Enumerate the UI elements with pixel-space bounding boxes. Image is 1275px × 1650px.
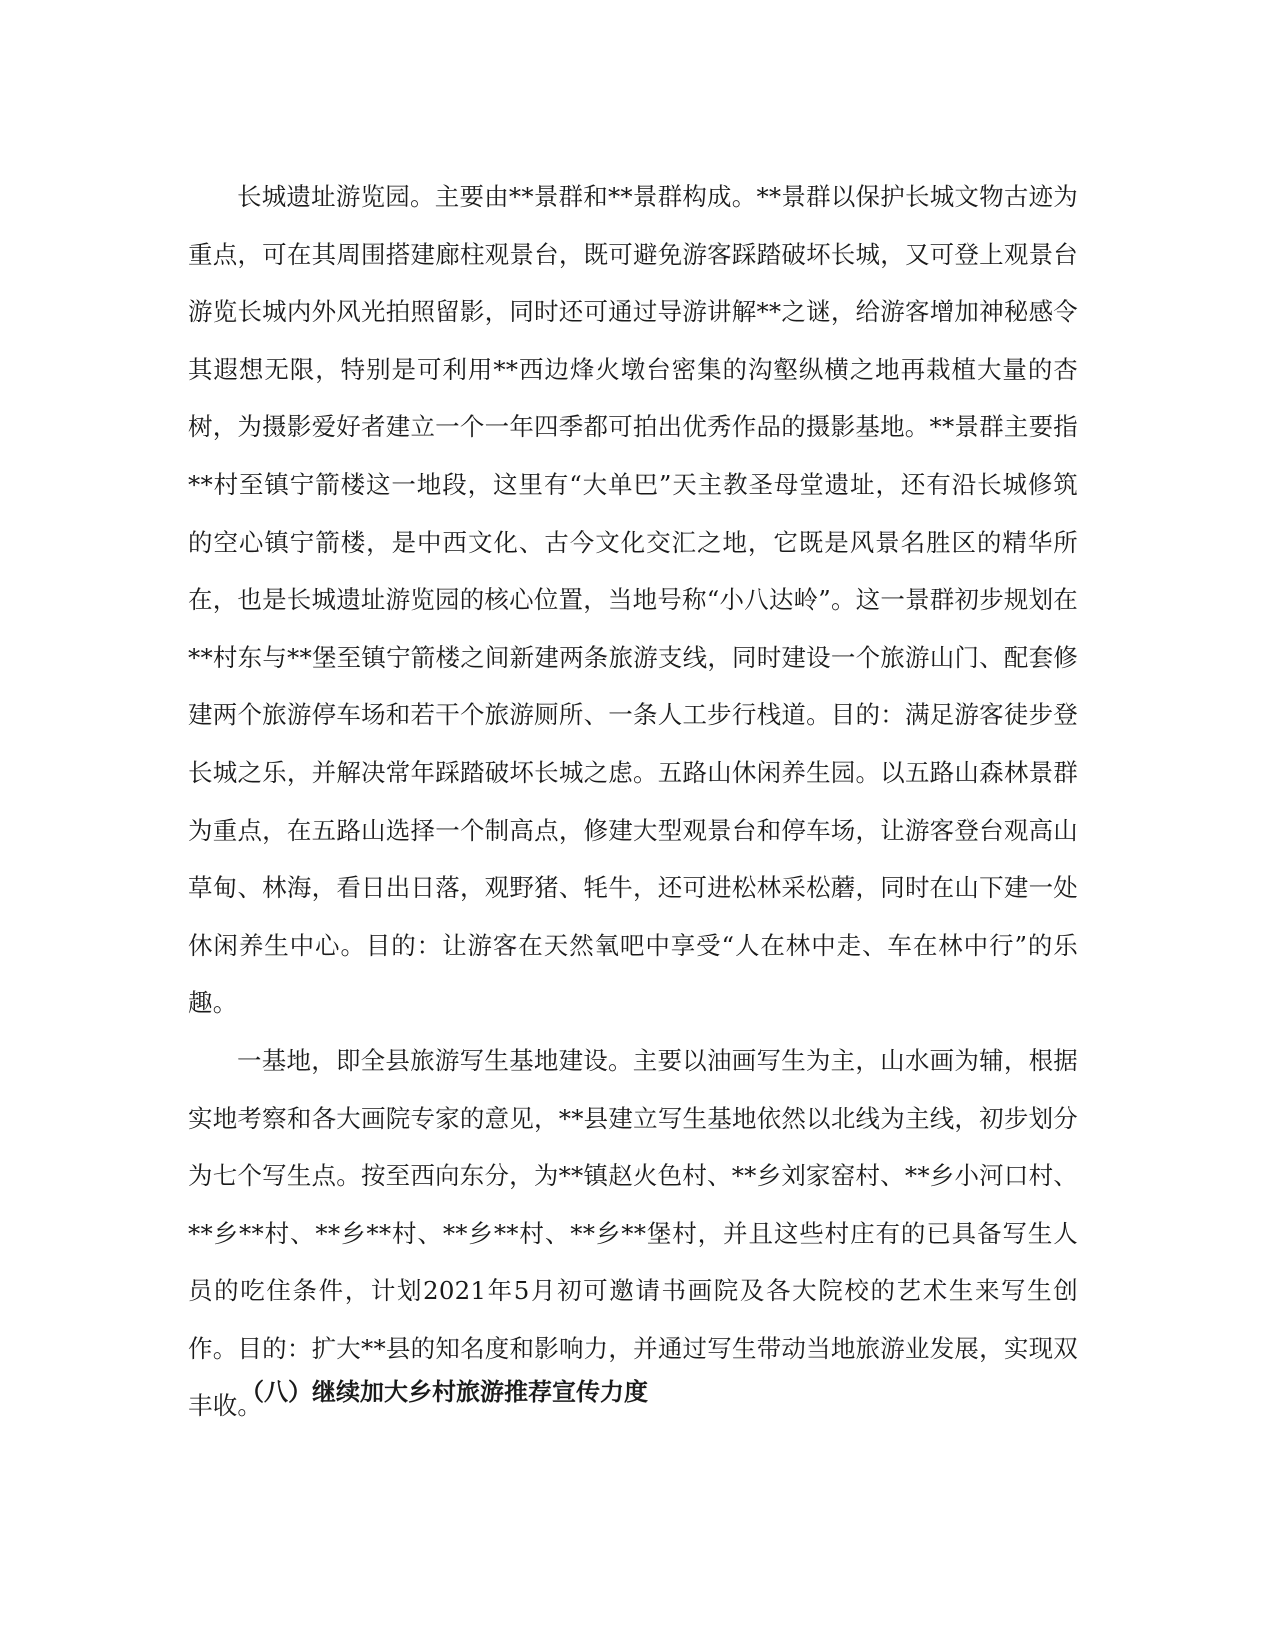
document-body <box>188 168 1078 1435</box>
paragraph-sketch-base: 一基地，即全县旅游写生基地建设。主要以油画写生为主，山水画为辅，根据实地考察和各大画院专家的意见，**县建立写生基地依然以北线为主线，初步划分为七个写生点。按至西向东分，为**镇赵火色村、**乡刘家窑村、**乡小河口村、**乡**村、**乡**村、**乡**村、**乡**堡村，并且这些村庄有的已具备写生人员的吃住条件，计划2021年5月初可邀请书画院及各大院校的艺术生来写生创作。目的：扩大**县的知名度和影响力，并通过写生带动当地旅游业发展，实现双丰收。 <box>188 1045 1078 1421</box>
paragraph-great-wall-park: 长城遗址游览园。主要由**景群和**景群构成。**景群以保护长城文物古迹为重点，可在其周围搭建廊柱观景台，既可避免游客踩踏破坏长城，又可登上观景台游览长城内外风光拍照留影，同时还可通过导游讲解**之谜，给游客增加神秘感令其遐想无限，特别是可利用**西边烽火墩台密集的沟壑纵横之地再栽植大量的杏树，为摄影爱好者建立一个一年四季都可拍出优秀作品的摄影基地。**景群主要指**村至镇宁箭楼这一地段，这里有“大单巴”天主教圣母堂遗址，还有沿长城修筑的空心镇宁箭楼，是中西文化、古今文化交汇之地，它既是风景名胜区的精华所在，也是长城遗址游览园的核心位置，当地号称“小八达岭”。这一景群初步规划在**村东与**堡至镇宁箭楼之间新建两条旅游支线，同时建设一个旅游山门、配套修建两个旅游停车场和若干个旅游厕所、一条人工步行栈道。目的：满足游客徒步登长城之乐，并解决常年踩踏破坏长城之虑。五路山休闲养生园。以五路山森林景群为重点，在五路山选择一个制高点，修建大型观景台和停车场，让游客登台观高山草甸、林海，看日出日落，观野猪、牦牛，还可进松林采松蘑，同时在山下建一处休闲养生中心。目的：让游客在天然氧吧中享受“人在林中走、车在林中行”的乐趣。 <box>188 182 1078 1018</box>
section-heading: （八）继续加大乡村旅游推荐宣传力度 <box>240 1378 648 1406</box>
